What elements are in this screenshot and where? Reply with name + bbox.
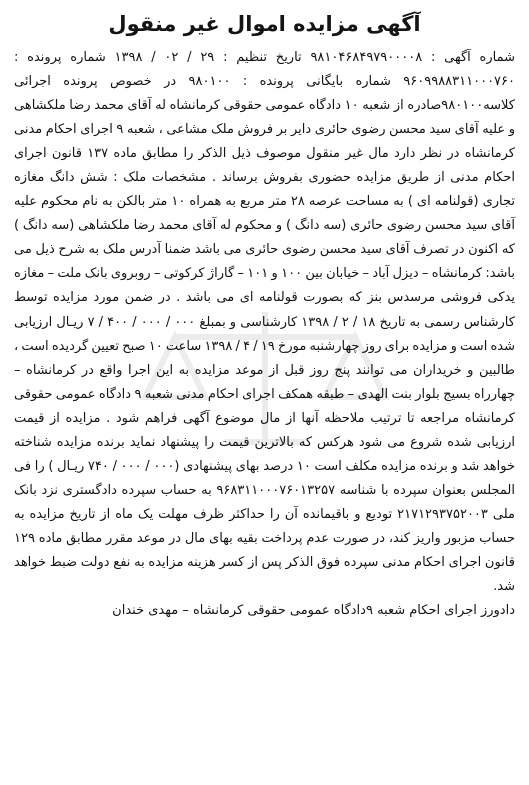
notice-body: شماره آگهی : ۹۸۱۰۴۶۸۴۹۷۹۰۰۰۰۸ تاریخ تنظیم : ۲۹ / ۰۲ / ۱۳۹۸ شماره پرونده : ۹۶۰۹۹۸۸۳۱۱۰۰۰۷۶۰ شماره بایگانی پرونده : ۹۸۰۱۰۰ در خصوص پرونده اجرائی کلاسه۹۸۰۱۰۰صادره از شعبه ۱۰ دادگاه عمومی حقوقی کرمانشاه له آقای محمد رضا ملکشاهی و علیه آقای سید محسن رضوی حائری دایر بر فروش ملک مشاعی ، شعبه ۹ اجرای احکام مدنی کرمانشاه در نظر دارد مال غیر منقول موصوف ذیل الذکر را مطابق ماده ۱۳۷ قانون اجرای احکام مدنی از طریق مزایده حضوری بفروش برساند . مشخصات ملک : شش دانگ مغازه تجاری (قولنامه ای ) به مساحت عرصه ۲۸ متر مربع به همراه ۱۰ متر بالکن به نام محکوم علیه آقای سید محسن رضوی حائری (سه دانگ ) و محکوم له آقای محمد رضا ملکشاهی (سه دانگ ) که اکنون در تصرف آقای سید محسن رضوی حائری می باشد ضمنا آدرس ملک به شرح ذیل می باشد: کرمانشاه – دیزل آباد – خیابان بین ۱۰۰ و ۱۰۱ – گاراژ کرکوتی – روبروی بانک ملت – مغازه یدکی فروشی مرسدس بنز که بصورت قولنامه ای می باشد . در ضمن مورد مزایده توسط کارشناس رسمی به تاریخ ۱۸ / ۲ / ۱۳۹۸ کارشناسی و بمبلغ ۰۰۰ / ۰۰۰ / ۴۰۰ / ۷ ریـال ارزیابی شده است و مزایده برای روز چهارشنبه مورخ ۱۹ / ۴ / ۱۳۹۸ ساعت ۱۰ صبح تعیین گردیده است ، طالبین و خریداران می توانند پنج روز قبل از موعد مزایده به این اجرا واقع در کرمانشاه – چهارراه بسیج بلوار بنت الهدی – طبقه همکف اجرای احکام مدنی شعبه ۹ دادگاه عمومی حقوقی کرمانشاه مراجعه تا ترتیب ملاحظه آنها از مال موضوع آگهی فراهم شود . مزایده از قیمت ارزیابی شده شروع می شود هرکس که بالاترین قیمت را پیشنهاد نماید برنده مزایده شناخته خواهد شد و برنده مزایده مکلف است ۱۰ درصد بهای پیشنهادی (۰۰۰ / ۰۰۰ / ۷۴۰ ریـال ) را فی المجلس بعنوان سپرده با شناسه ۹۶۸۳۱۱۰۰۰۷۶۰۱۳۲۵۷ به حساب سپرده دادگستری نزد بانک ملی ۲۱۷۱۲۹۳۷۵۲۰۰۳ توديع و باقيمانده آن را حداکثر ظرف مهلت یک ماه از تاریخ مزایده به حساب مزبور واریز کند، در صورت عدم پرداخت بقیه بهای مال در موعد مقرر مطابق ماده ۱۲۹ قانون اجرای احکام مدنی سپرده فوق الذکر پس از کسر هزینه مزایده به نفع دولت ضبط خواهد شد. bbox=[14, 50, 516, 595]
notice-signature: دادورز اجرای احکام شعبه ۹دادگاه عمومی حقوقی کرمانشاه – مهدی خندان bbox=[112, 603, 515, 619]
notice-title: آگهی مزایده اموال غیر منقول bbox=[108, 12, 421, 36]
